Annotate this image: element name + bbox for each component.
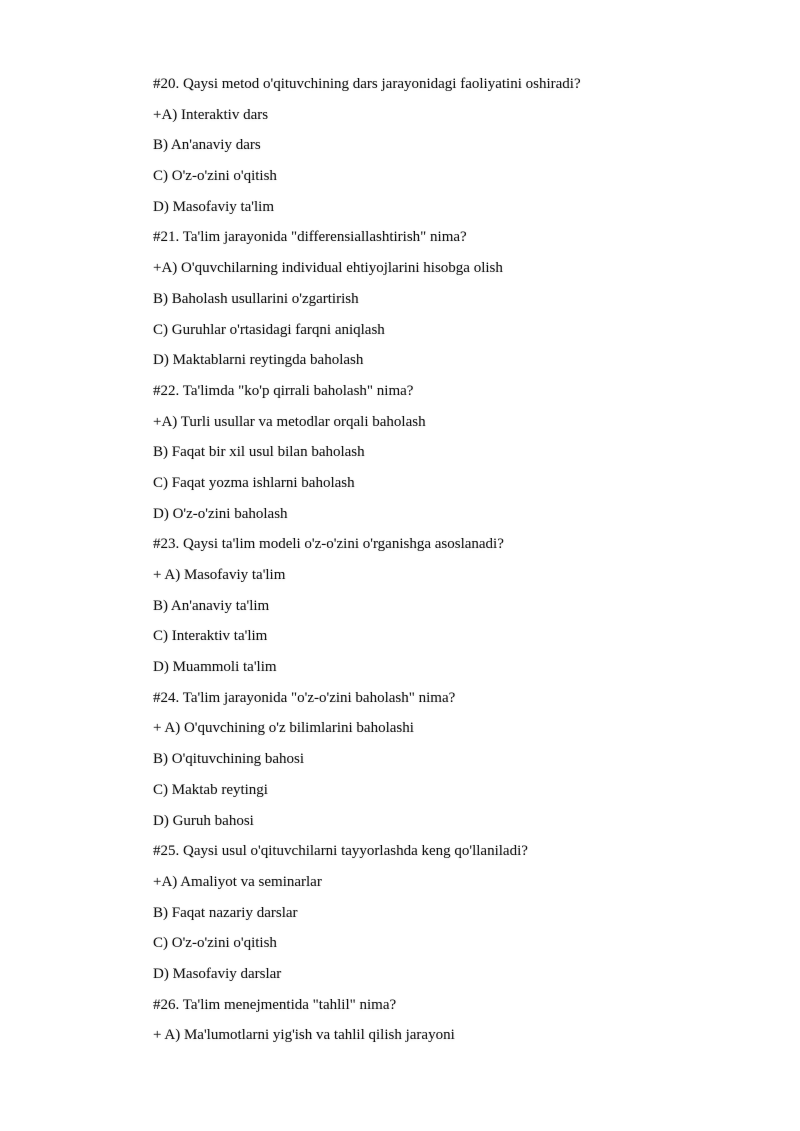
q23-option-a: + A) Masofaviy ta'lim [153,567,286,583]
q22-option-d: D) O'z-o'zini baholash [153,505,288,522]
q24-option-b: B) O'qituvchining bahosi [153,751,305,768]
q23-option-b: B) An'anaviy ta'lim [153,597,270,614]
q24-option-c: C) Maktab reytingi [153,781,268,798]
q22-option-a: +A) Turli usullar va metodlar orqali baholash [153,413,426,430]
q20-option-c: C) O'z-o'zini o'qitish [153,168,277,185]
document-page [153,75,773,1057]
q24-option-a: + A) O'quvchining o'z bilimlarini baholashi [153,720,414,737]
q26-option-a: + A) Ma'lumotlarni yig'ish va tahlil qilish jarayoni [153,1027,455,1044]
q21-option-b: B) Baholash usullarini o'zgartirish [153,290,359,307]
q21-option-a: +A) O'quvchilarning individual ehtiyojlarini hisobga olish [153,260,503,277]
q23-option-c: C) Interaktiv ta'lim [153,628,268,645]
q21-option-c: C) Guruhlar o'rtasidagi farqni aniqlash [153,321,385,338]
q23-option-d: D) Muammoli ta'lim [153,659,277,676]
q22-option-c: C) Faqat yozma ishlarni baholash [153,474,355,491]
q21-option-d: D) Maktablarni reytingda baholash [153,352,364,369]
question-25: #25. Qaysi usul o'qituvchilarni tayyorlashda keng qo'llaniladi? [153,843,528,860]
question-22: #22. Ta'limda "ko'p qirrali baholash" nima? [153,382,414,399]
q25-option-b: B) Faqat nazariy darslar [153,904,298,921]
q25-option-d: D) Masofaviy darslar [153,965,282,982]
question-20: #20. Qaysi metod o'qituvchining dars jarayonidagi faoliyatini oshiradi? [153,76,581,92]
question-23: #23. Qaysi ta'lim modeli o'z-o'zini o'rganishga asoslanadi? [153,536,504,553]
q20-option-a: +A) Interaktiv dars [153,106,269,123]
q20-option-b: B) An'anaviy dars [153,137,261,154]
q25-option-c: C) O'z-o'zini o'qitish [153,935,277,952]
q24-option-d: D) Guruh bahosi [153,812,254,829]
question-24: #24. Ta'lim jarayonida "o'z-o'zini baholash" nima? [153,689,456,706]
question-26: #26. Ta'lim menejmentida "tahlil" nima? [153,996,397,1013]
q20-option-d: D) Masofaviy ta'lim [153,198,275,215]
question-21: #21. Ta'lim jarayonida "differensiallashtirish" nima? [153,229,467,246]
q22-option-b: B) Faqat bir xil usul bilan baholash [153,444,365,461]
q25-option-a: +A) Amaliyot va seminarlar [153,873,322,890]
